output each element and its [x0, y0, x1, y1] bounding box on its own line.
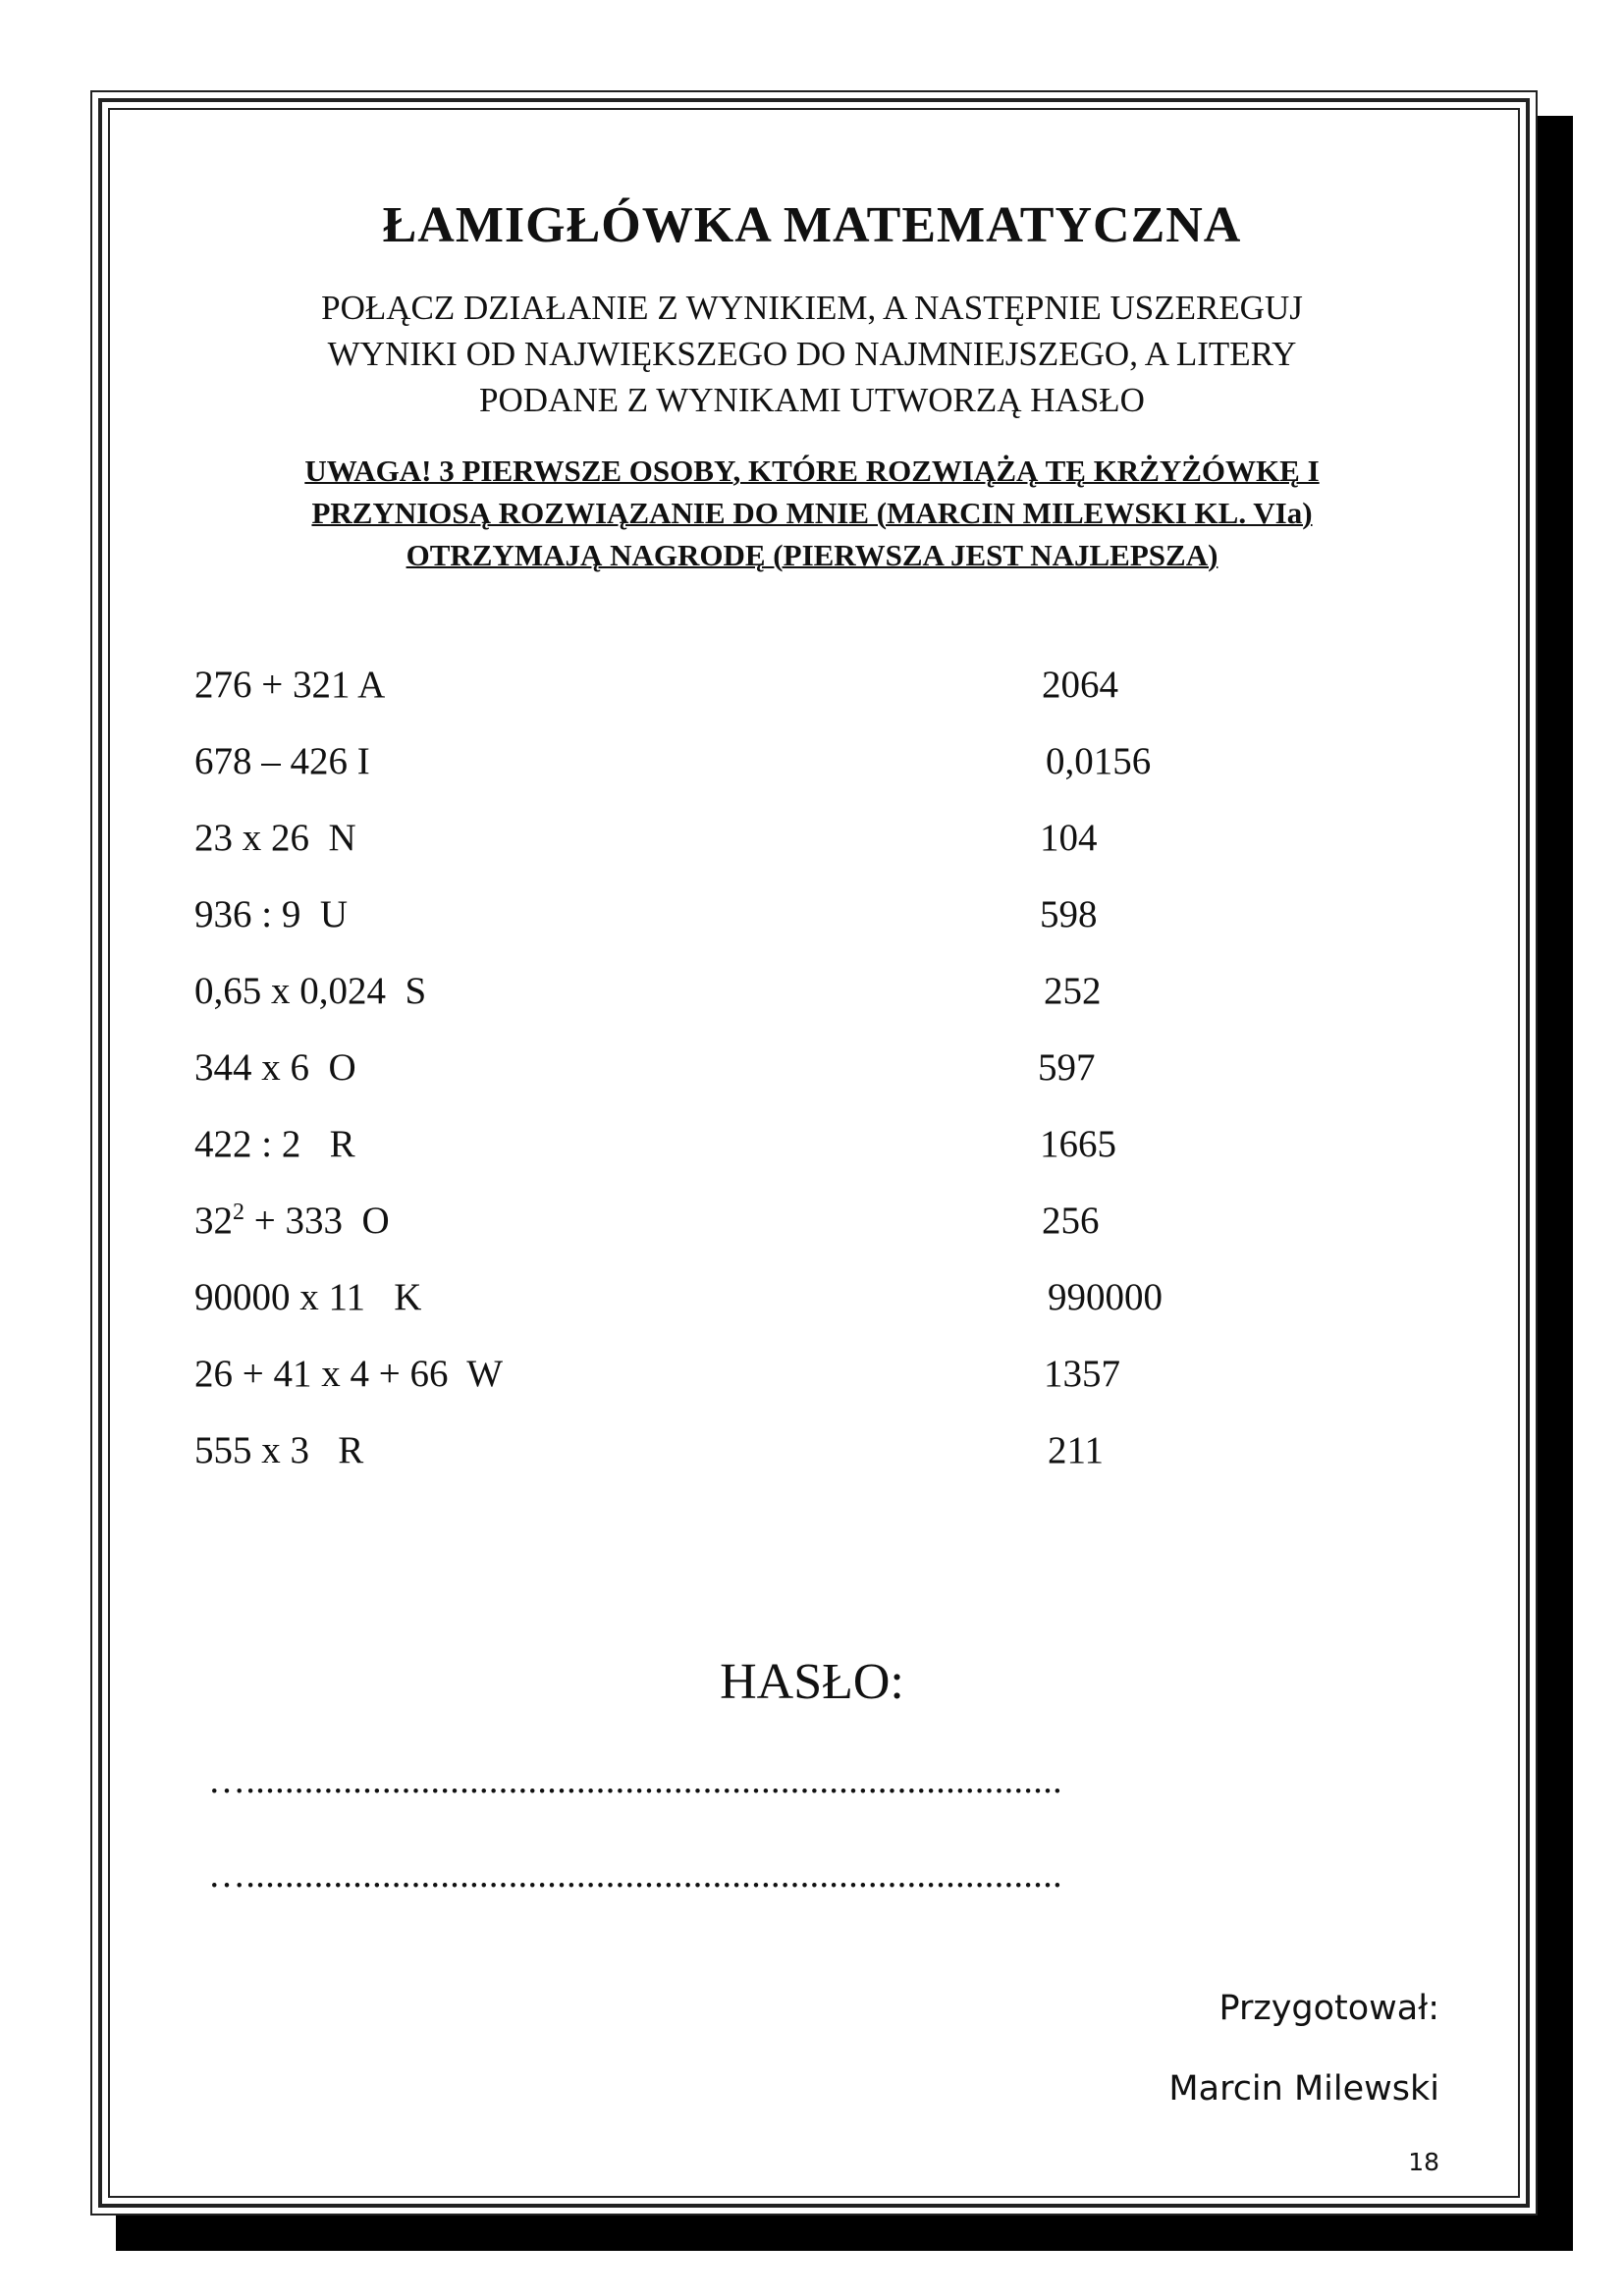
prepared-by-label: Przygotował:	[1218, 1989, 1439, 2028]
answer-line[interactable]: …....................................................................................	[208, 1760, 1062, 1801]
warning-line: PRZYNIOSĄ ROZWIĄZANIE DO MNIE (MARCIN MILEWSKI KL. VIa)	[311, 496, 1313, 530]
result: 104	[1040, 817, 1098, 859]
puzzle-row	[0, 656, 1624, 715]
instructions-line: PODANE Z WYNIKAMI UTWORZĄ HASŁO	[479, 381, 1145, 419]
power-exponent: 2	[233, 1200, 244, 1225]
operation: 936 : 9 U	[194, 893, 348, 935]
puzzle-row	[0, 1115, 1624, 1174]
result: 256	[1042, 1200, 1100, 1242]
answer-label: HASŁO:	[720, 1654, 904, 1710]
page-number: 18	[1408, 2148, 1439, 2176]
instructions-line: WYNIKI OD NAJWIĘKSZEGO DO NAJMNIEJSZEGO, A LITERY	[327, 335, 1297, 373]
page-title: ŁAMIGŁÓWKA MATEMATYCZNA	[382, 197, 1242, 253]
puzzle-row	[0, 1039, 1624, 1097]
operation: 555 x 3 R	[194, 1429, 364, 1471]
instructions	[245, 285, 1379, 423]
operation: 26 + 41 x 4 + 66 W	[194, 1353, 504, 1395]
puzzle-row	[0, 732, 1624, 791]
answer-line[interactable]: …....................................................................................	[208, 1854, 1062, 1896]
operation: 23 x 26 N	[194, 817, 356, 859]
instructions-line: POŁĄCZ DZIAŁANIE Z WYNIKIEM, A NASTĘPNIE USZEREGUJ	[321, 289, 1303, 327]
puzzle-row	[0, 962, 1624, 1021]
operation: 90000 x 11 K	[194, 1276, 422, 1318]
operation: 344 x 6 O	[194, 1046, 356, 1089]
power-rest: + 333 O	[244, 1200, 390, 1242]
warning-note	[236, 450, 1388, 576]
puzzle-row	[0, 1345, 1624, 1404]
operation: 276 + 321 A	[194, 664, 386, 706]
operation: 422 : 2 R	[194, 1123, 355, 1165]
puzzle-row	[0, 885, 1624, 944]
puzzle-row	[0, 1268, 1624, 1327]
result: 990000	[1048, 1276, 1163, 1318]
result: 211	[1048, 1429, 1105, 1471]
warning-line: OTRZYMAJĄ NAGRODĘ (PIERWSZA JEST NAJLEPSZA)	[406, 538, 1218, 572]
result: 2064	[1042, 664, 1118, 706]
puzzle-row	[0, 809, 1624, 868]
power-base: 32	[194, 1200, 233, 1242]
result: 1357	[1044, 1353, 1120, 1395]
result: 598	[1040, 893, 1098, 935]
result: 597	[1038, 1046, 1096, 1089]
puzzle-row	[0, 1421, 1624, 1480]
warning-line: UWAGA! 3 PIERWSZE OSOBY, KTÓRE ROZWIĄŻĄ TĘ KRŻYŻÓWKĘ I	[304, 454, 1320, 488]
puzzle-row	[0, 1192, 1624, 1251]
result: 1665	[1040, 1123, 1116, 1165]
result: 0,0156	[1046, 740, 1152, 782]
operation	[194, 1192, 390, 1251]
author-name: Marcin Milewski	[1168, 2069, 1439, 2109]
result: 252	[1044, 970, 1102, 1012]
operation: 678 – 426 I	[194, 740, 370, 782]
operation: 0,65 x 0,024 S	[194, 970, 427, 1012]
